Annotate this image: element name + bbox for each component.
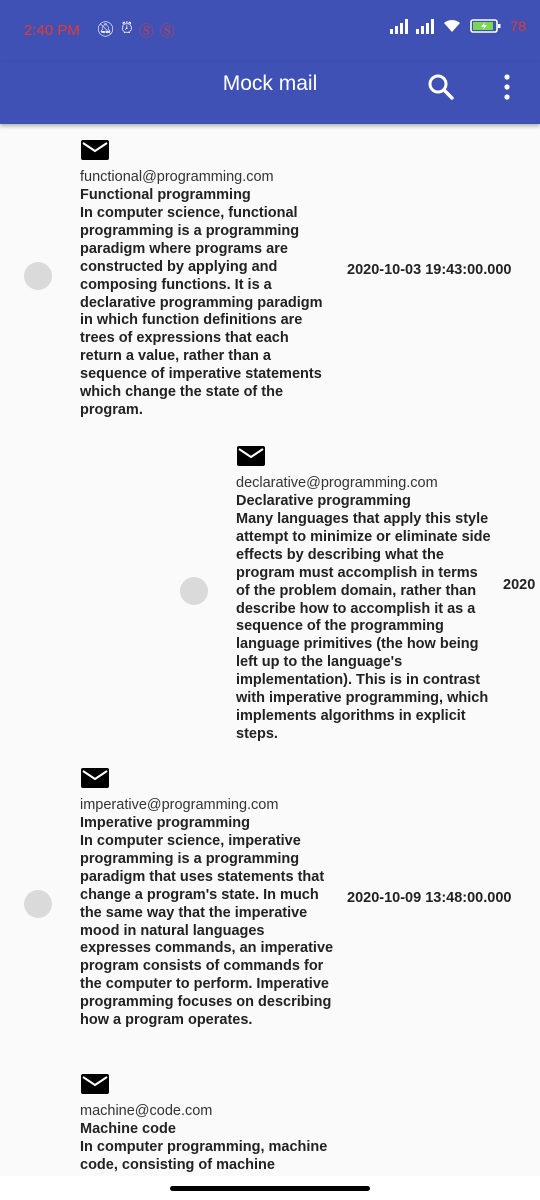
status-bar [0, 0, 540, 62]
signal-icon [390, 18, 408, 34]
sender-email: declarative@programming.com [236, 475, 438, 491]
email-item-imperative[interactable] [0, 758, 540, 1058]
notification-icons [96, 20, 175, 41]
email-body: In computer science, functional programming is a programming paradigm where programs are constructed by applying and composing functions. It is a declarative programming paradigm in which function definitions are trees of expressions that each return a value, rather than a sequence of imperative statements which change the state of the program. [80, 205, 323, 418]
email-body: In computer programming, machine code, consisting of machine [80, 1139, 328, 1173]
navigation-bar [0, 1176, 540, 1200]
alarm-icon: ⏰︎ [121, 20, 133, 37]
app-notification-icon-2: Ⓢ [159, 23, 175, 40]
mail-icon [80, 138, 110, 162]
email-subject: Imperative programming [80, 815, 251, 831]
mail-icon [80, 766, 110, 790]
mail-icon [236, 444, 266, 468]
search-button[interactable] [424, 70, 458, 104]
email-body: In computer science, imperative programming is a programming paradigm that uses statements that change a program's state. In much the same way that the imperative mood in natural languages expresses commands, an imperative program consists of commands for the computer to perform. Imperative programming focuses on describing how a program operates. [80, 833, 334, 1029]
sender-email: functional@programming.com [80, 169, 274, 185]
signal-icon-2 [416, 18, 434, 34]
more-vert-icon [494, 70, 520, 104]
sender-avatar [24, 262, 52, 290]
email-date: 2020-10-09 13:48:00.000 [347, 890, 512, 906]
sender-email: machine@code.com [80, 1103, 213, 1119]
email-body: Many languages that apply this style attempt to minimize or eliminate side effects by describing what the program must accomplish in terms of the problem domain, rather than describe how to accomplish it as a sequence of the programming language primitives (the how being left up to the language's implementation). This is in contrast with imperative programming, which implements algorithms in explicit steps. [236, 511, 491, 742]
mute-icon: 🔕︎ [96, 21, 116, 38]
email-item-declarative[interactable] [0, 430, 540, 750]
app-bar [0, 62, 540, 124]
search-icon [424, 70, 458, 104]
mail-icon [80, 1072, 110, 1096]
email-subject: Declarative programming [236, 493, 411, 509]
email-item-machine-code[interactable] [0, 1064, 540, 1176]
email-subject: Machine code [80, 1121, 176, 1137]
home-gesture-bar[interactable] [170, 1186, 370, 1191]
email-item-functional[interactable] [0, 124, 540, 424]
sender-avatar [24, 890, 52, 918]
more-options-button[interactable] [494, 70, 520, 104]
status-right [390, 18, 526, 34]
app-title: Mock mail [222, 72, 318, 95]
email-date: 2020 [503, 577, 536, 593]
app-notification-icon: Ⓢ [138, 23, 154, 40]
battery-percent: 78 [510, 18, 526, 34]
sender-email: imperative@programming.com [80, 797, 279, 813]
battery-icon [470, 18, 502, 34]
email-list[interactable] [0, 124, 540, 1176]
email-subject: Functional programming [80, 187, 251, 203]
sender-avatar [180, 577, 208, 605]
wifi-icon [442, 18, 462, 34]
status-time: 2:40 PM [24, 22, 80, 39]
email-date: 2020-10-03 19:43:00.000 [347, 262, 512, 278]
